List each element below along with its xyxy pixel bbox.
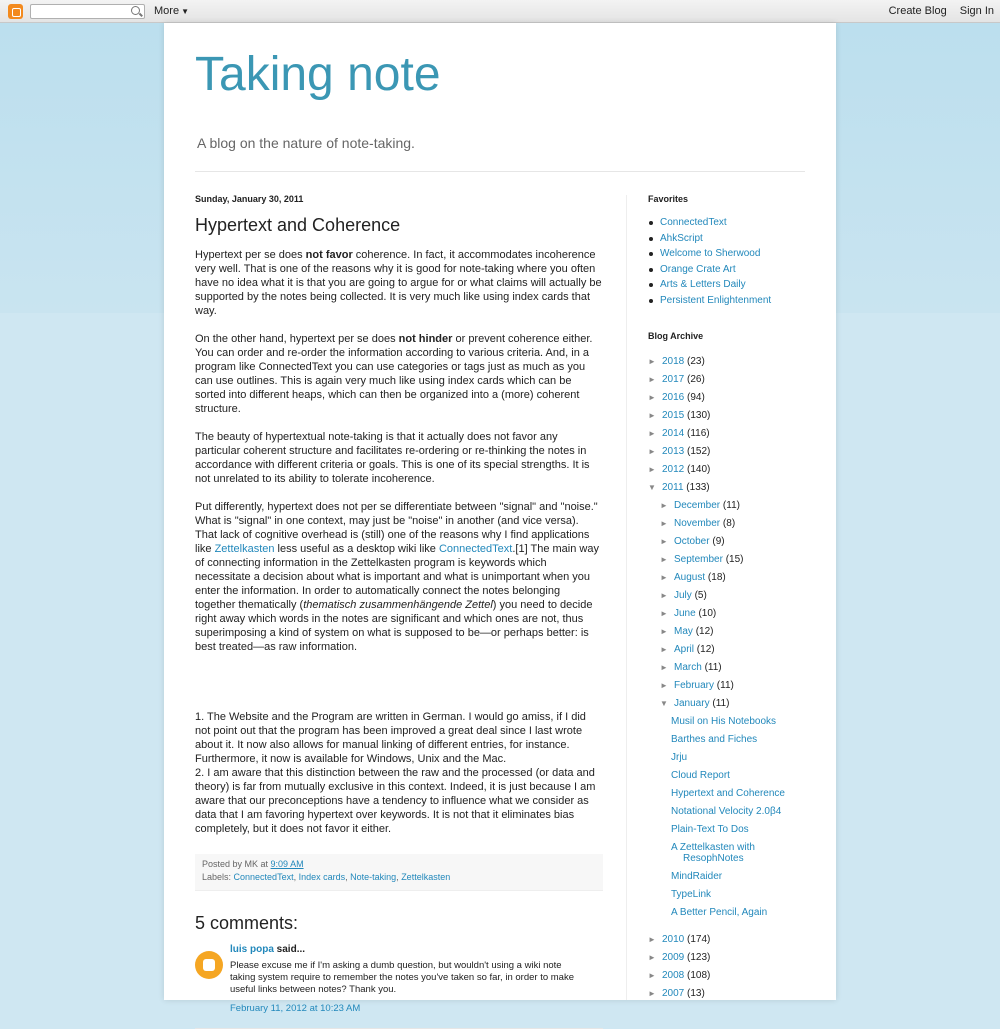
- collapsed-arrow-icon[interactable]: ►: [660, 572, 668, 582]
- year-link[interactable]: 2017: [662, 373, 685, 385]
- post-count: (116): [687, 427, 710, 439]
- collapsed-arrow-icon[interactable]: ►: [660, 554, 668, 564]
- comment-author-link[interactable]: luis popa: [230, 944, 274, 955]
- month-link[interactable]: December: [674, 499, 721, 511]
- collapsed-arrow-icon[interactable]: ►: [648, 952, 656, 962]
- post-count: (18): [707, 571, 726, 583]
- post-count: (133): [686, 481, 710, 493]
- text: On the other hand, hypertext per se does: [195, 333, 399, 345]
- collapsed-arrow-icon[interactable]: ►: [648, 392, 656, 402]
- comment: [195, 944, 603, 1029]
- post-count: (8): [722, 517, 736, 529]
- zettelkasten-link[interactable]: Zettelkasten: [214, 543, 275, 555]
- collapsed-arrow-icon[interactable]: ►: [660, 518, 668, 528]
- sidebar: [648, 194, 818, 1003]
- month-link[interactable]: January: [674, 697, 710, 709]
- favorite-link[interactable]: Welcome to Sherwood: [660, 246, 818, 262]
- collapsed-arrow-icon[interactable]: ►: [648, 464, 656, 474]
- month-link[interactable]: September: [674, 553, 723, 565]
- archive-month[interactable]: [648, 677, 818, 695]
- said-text: said...: [273, 944, 306, 955]
- post-count: (12): [695, 625, 714, 637]
- header-divider: [195, 171, 805, 172]
- month-link[interactable]: April: [674, 643, 695, 655]
- comment-author: [230, 944, 603, 955]
- month-link[interactable]: March: [674, 661, 702, 673]
- archive-year-2011[interactable]: [648, 479, 818, 497]
- blog-archive-title: Blog Archive: [648, 330, 704, 341]
- bold-text: not hinder: [398, 333, 453, 345]
- more-menu-button[interactable]: [154, 5, 189, 17]
- post-count: (12): [696, 643, 715, 655]
- post-timestamp-link[interactable]: 9:09 AM: [270, 859, 304, 869]
- comment-body: Please excuse me if I'm asking a dumb question, but wouldn't using a wiki note taking system require to remember the notes you've taken so far, in order to make useful links between notes? Thank you.: [230, 960, 574, 995]
- post-paragraph: [195, 500, 603, 654]
- favorite-link[interactable]: Persistent Enlightenment: [660, 293, 818, 309]
- archive-post-link[interactable]: Hypertext and Coherence: [671, 787, 785, 799]
- collapsed-arrow-icon[interactable]: ►: [660, 644, 668, 654]
- post-body: [195, 248, 603, 836]
- blog-archive: [648, 353, 818, 1003]
- post-count: (5): [694, 589, 707, 601]
- archive-month[interactable]: [648, 641, 818, 659]
- year-link[interactable]: 2013: [662, 445, 685, 457]
- collapsed-arrow-icon[interactable]: ►: [660, 536, 668, 546]
- archive-year-2008[interactable]: [648, 967, 818, 985]
- archive-post-link[interactable]: Plain-Text To Dos: [671, 823, 749, 835]
- collapsed-arrow-icon[interactable]: ►: [660, 626, 668, 636]
- label-link[interactable]: ConnectedText: [233, 872, 294, 882]
- text: Put differently, hypertext does not per se differentiate between "signal" and "noise." What is "signal" in one context, may just be "noise" in another (and vice versa). That lack of cognitive overhead is (still) one of the reasons why I find applications like: [195, 501, 598, 555]
- bold-text: not favor: [305, 249, 353, 261]
- connectedtext-link[interactable]: ConnectedText: [438, 543, 513, 555]
- archive-year-2012[interactable]: [648, 461, 818, 479]
- archive-month[interactable]: [648, 515, 818, 533]
- post-paragraph: [195, 248, 603, 318]
- text: ) you need to decide right away which words in the notes are significant and which ones are not, thus superimposing a kind of system on what is supposed to be—or perhaps better: is best treated—as raw information.: [195, 599, 593, 653]
- sidebar-divider: [626, 195, 627, 1000]
- archive-post-link[interactable]: Barthes and Fiches: [671, 733, 758, 745]
- post-count: (23): [687, 355, 705, 367]
- create-blog-link[interactable]: Create Blog: [888, 5, 947, 17]
- archive-year-2013[interactable]: [648, 443, 818, 461]
- post-count: (94): [687, 391, 705, 403]
- post-count: (130): [687, 409, 711, 421]
- archive-year-2014[interactable]: [648, 425, 818, 443]
- archive-post-link[interactable]: A Better Pencil, Again: [671, 906, 768, 918]
- post-count: (123): [687, 951, 711, 963]
- archive-post-link[interactable]: Notational Velocity 2.0β4: [671, 805, 782, 817]
- spacer: [195, 668, 603, 710]
- post-column: [195, 194, 603, 1029]
- post-count: (108): [687, 969, 711, 981]
- post-count: (10): [698, 607, 717, 619]
- month-link[interactable]: July: [674, 589, 692, 601]
- post-paragraph: [195, 332, 603, 416]
- archive-month[interactable]: [648, 569, 818, 587]
- blogger-logo-icon[interactable]: [8, 4, 23, 19]
- blog-title[interactable]: Taking note: [195, 48, 441, 101]
- footnote-1: 1. The Website and the Program are written in German. I would go amiss, if I did not point out that the program has been improved a great deal since I last wrote about it. It now also allows for manual linking of different entries, for instance. Furthermore, it now is available for Windows, Unix and the Mac.: [195, 711, 586, 765]
- collapsed-arrow-icon[interactable]: ►: [648, 970, 656, 980]
- year-link[interactable]: 2012: [662, 463, 685, 475]
- post-count: (11): [704, 661, 722, 673]
- post-count: (174): [687, 933, 711, 945]
- archive-year-2010[interactable]: [648, 931, 818, 949]
- post-count: (140): [687, 463, 711, 475]
- label-link[interactable]: Zettelkasten: [401, 872, 451, 882]
- post-count: (9): [712, 535, 725, 547]
- favorite-link[interactable]: AhkScript: [660, 231, 818, 247]
- archive-post-link[interactable]: TypeLink: [671, 888, 712, 900]
- collapsed-arrow-icon[interactable]: ►: [648, 934, 656, 944]
- labels-prefix: Labels:: [202, 872, 234, 882]
- archive-month[interactable]: [648, 623, 818, 641]
- archive-month[interactable]: [648, 659, 818, 677]
- archive-month[interactable]: [648, 587, 818, 605]
- post-count: (26): [687, 373, 705, 385]
- post-paragraph: The beauty of hypertextual note-taking is that it actually does not favor any particular coherent structure and facilitates re-ordering or re-thinking the notes in accordance with different criteria or goals. This is one of its special strengths. It is not unrelated to its ability to tolerate incoherence.: [195, 431, 590, 485]
- collapsed-arrow-icon[interactable]: ►: [660, 500, 668, 510]
- search-input[interactable]: [30, 4, 145, 19]
- archive-year-2007[interactable]: [648, 985, 818, 1003]
- archive-year-2009[interactable]: [648, 949, 818, 967]
- archive-post-link[interactable]: MindRaider: [671, 870, 723, 882]
- navbar-right: [879, 5, 994, 17]
- post-labels: Labels: ConnectedText, Index cards, Note-taking, Zettelkasten: [202, 872, 451, 882]
- year-link[interactable]: 2016: [662, 391, 685, 403]
- post-count: (15): [725, 553, 744, 565]
- more-label: More: [154, 5, 180, 17]
- post-count: (11): [712, 697, 730, 709]
- search-icon[interactable]: [131, 6, 140, 15]
- text: less useful as a desktop wiki like: [274, 543, 439, 555]
- italic-text: thematisch zusammenhängende Zettel: [303, 599, 493, 611]
- expanded-arrow-icon[interactable]: ▼: [660, 698, 668, 708]
- text: or prevent coherence either. You can order and re-order the information according to various criteria. And, in a program like ConnectedText you can use categories or tags just as much as you can use outlines. This is again very much like using index cards which can be sorted into different heaps, which can then be organized into a (more) coherent structure.: [195, 333, 593, 415]
- label-link[interactable]: Index cards: [298, 872, 346, 882]
- post-link-line[interactable]: A Zettelkasten with: [671, 841, 755, 853]
- collapsed-arrow-icon[interactable]: ►: [648, 428, 656, 438]
- year-link[interactable]: 2009: [662, 951, 685, 963]
- post-byline: [202, 858, 596, 871]
- expanded-arrow-icon[interactable]: ▼: [648, 482, 656, 492]
- archive-month[interactable]: [648, 551, 818, 569]
- favorite-link[interactable]: Orange Crate Art: [660, 262, 818, 278]
- favorites-list: [648, 215, 818, 309]
- post-title: Hypertext and Coherence: [195, 215, 401, 235]
- archive-year-2016[interactable]: [648, 389, 818, 407]
- year-link[interactable]: 2014: [662, 427, 685, 439]
- sign-in-link[interactable]: Sign In: [959, 5, 994, 17]
- post-footer: [195, 854, 603, 891]
- month-link[interactable]: August: [674, 571, 706, 583]
- archive-month[interactable]: [648, 533, 818, 551]
- favorites-title: Favorites: [648, 194, 689, 204]
- caret-down-icon: ▼: [181, 7, 189, 16]
- post-date: Sunday, January 30, 2011: [195, 194, 304, 204]
- archive-posts-list: [671, 713, 818, 922]
- month-link[interactable]: February: [674, 679, 715, 691]
- favorite-link[interactable]: ConnectedText: [660, 215, 818, 231]
- month-link[interactable]: May: [674, 625, 693, 637]
- collapsed-arrow-icon[interactable]: ►: [648, 374, 656, 384]
- collapsed-arrow-icon[interactable]: ►: [648, 410, 656, 420]
- spacer: [648, 922, 818, 931]
- collapsed-arrow-icon[interactable]: ►: [660, 608, 668, 618]
- footnote-2: 2. I am aware that this distinction between the raw and the processed (or data and theory) is far from mutually exclusive in this context. Indeed, it is just because I am aware that our preconceptions have a tendency to influence what we consider as data that I am favoring hypertext over keywords. It is not that it eliminates bias completely, but it does not favor it either.: [195, 767, 596, 835]
- blogger-navbar: [0, 0, 1000, 23]
- archive-post-link[interactable]: Jrju: [671, 751, 688, 763]
- year-link[interactable]: 2008: [662, 969, 685, 981]
- month-link[interactable]: October: [674, 535, 710, 547]
- collapsed-arrow-icon[interactable]: ►: [660, 662, 668, 672]
- collapsed-arrow-icon[interactable]: ►: [648, 446, 656, 456]
- text: Hypertext per se does: [195, 249, 306, 261]
- label-link[interactable]: Note-taking: [350, 872, 397, 882]
- avatar-icon[interactable]: [195, 951, 223, 979]
- post-count: (13): [687, 987, 705, 999]
- post-count: (11): [722, 499, 740, 511]
- post-link-line[interactable]: ResophNotes: [683, 852, 744, 864]
- byline-text: Posted by MK at: [202, 859, 271, 869]
- text: .[1] The main way of connecting information in the Zettelkasten program is keywords which necessitate a decision about what is important and what is unimportant when you enter the information. In order to automatically connect the notes belonging together thematically (: [195, 543, 599, 611]
- collapsed-arrow-icon[interactable]: ►: [660, 680, 668, 690]
- post-count: (152): [687, 445, 711, 457]
- archive-post-link[interactable]: [671, 839, 818, 864]
- archive-month[interactable]: [648, 497, 818, 515]
- comments-title: 5 comments:: [195, 913, 299, 933]
- month-link[interactable]: June: [674, 607, 696, 619]
- blog-description: A blog on the nature of note-taking.: [197, 135, 415, 151]
- archive-post-link[interactable]: Musil on His Notebooks: [671, 715, 777, 727]
- archive-post-link[interactable]: Cloud Report: [671, 769, 730, 781]
- collapsed-arrow-icon[interactable]: ►: [648, 988, 656, 998]
- main-content-card: [164, 23, 836, 1014]
- year-link[interactable]: 2018: [662, 355, 685, 367]
- archive-month-expanded[interactable]: [648, 695, 818, 713]
- collapsed-arrow-icon[interactable]: ►: [648, 356, 656, 366]
- archive-month[interactable]: [648, 605, 818, 623]
- archive-year-2018[interactable]: [648, 353, 818, 371]
- comment-date-link[interactable]: February 11, 2012 at 10:23 AM: [230, 1003, 361, 1014]
- favorite-link[interactable]: Arts & Letters Daily: [660, 277, 818, 293]
- year-link[interactable]: 2015: [662, 409, 685, 421]
- collapsed-arrow-icon[interactable]: ►: [660, 590, 668, 600]
- month-link[interactable]: November: [674, 517, 721, 529]
- archive-year-2017[interactable]: [648, 371, 818, 389]
- text: coherence. In fact, it accommodates incoherence very well. That is one of the reasons why it is good for note-taking where you often have no idea what it is that you are going to argue for or what claims will actually be supported by the notes being collected. It is very much like using index cards that way.: [195, 249, 602, 317]
- year-link[interactable]: 2011: [662, 481, 684, 493]
- post-count: (11): [716, 679, 734, 691]
- year-link[interactable]: 2010: [662, 933, 685, 945]
- archive-year-2015[interactable]: [648, 407, 818, 425]
- year-link[interactable]: 2007: [662, 987, 685, 999]
